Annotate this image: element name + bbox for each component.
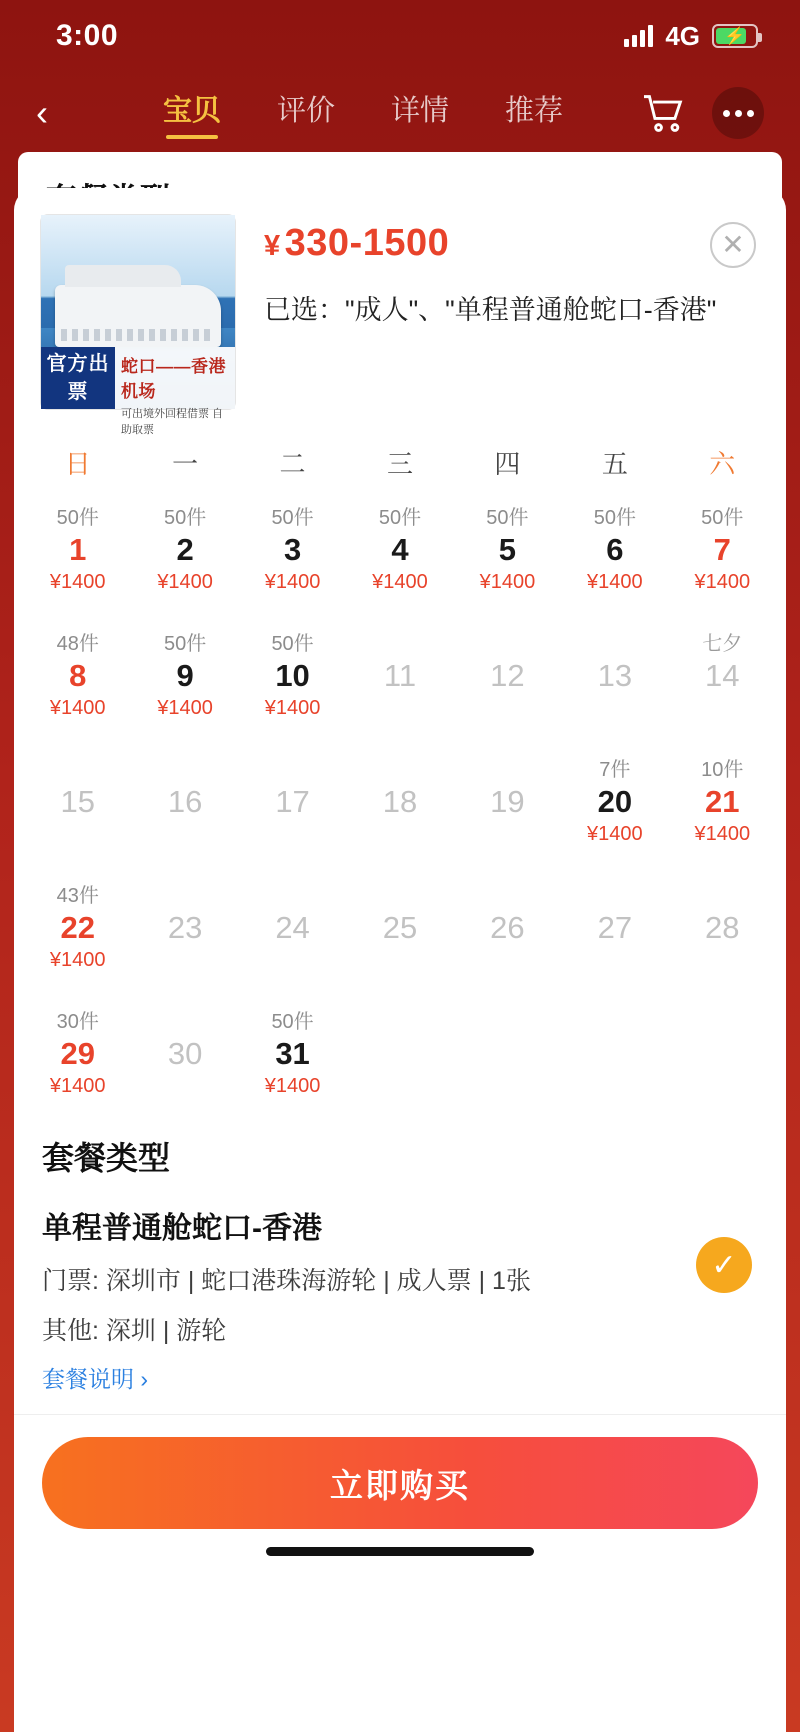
calendar-day-22[interactable]	[24, 865, 131, 991]
tab-pingjia[interactable]: 评价	[276, 94, 335, 127]
calendar-day-number: 7	[713, 532, 731, 567]
calendar-day-number: 25	[382, 910, 418, 945]
selected-options-label: 已选："成人"、"单程普通舱蛇口-香港"	[264, 295, 717, 325]
calendar-day-price: ¥1400	[372, 571, 428, 593]
calendar-day-number: 27	[597, 910, 633, 945]
calendar-day-number: 5	[498, 532, 517, 567]
calendar-day-10[interactable]	[239, 613, 346, 739]
calendar-day-number: 9	[176, 658, 194, 693]
calendar-week-row	[24, 739, 776, 865]
sku-header	[14, 188, 786, 436]
calendar-weekday-5: 五	[601, 449, 628, 479]
calendar-day-top-label: 10件	[701, 759, 744, 781]
close-circle-icon[interactable]: ✕	[710, 222, 756, 268]
tab-xiangqing[interactable]: 详情	[391, 94, 450, 127]
tab-baobei[interactable]: 宝贝	[163, 88, 221, 139]
battery-charging-icon: ⚡	[712, 24, 758, 48]
route-badge	[115, 347, 235, 436]
calendar-day-top-label: 50件	[486, 507, 529, 529]
calendar-day-number: 1	[69, 532, 87, 567]
package-detail-line-1: 门票: 深圳市 | 蛇口港珠海游轮 | 成人票 | 1张	[42, 1267, 531, 1295]
calendar-day-21[interactable]	[669, 739, 776, 865]
package-section-title: 套餐类型	[42, 1140, 171, 1176]
official-ticket-badge: 官方出票	[41, 347, 115, 409]
calendar-day-number: 29	[60, 1036, 95, 1071]
calendar-day-top-label: 50件	[164, 507, 207, 529]
nav-tabs	[84, 88, 642, 139]
route-badge-sub: 可出境外回程借票 自助取票	[121, 408, 224, 436]
calendar-day-top-label: 七夕	[702, 633, 743, 655]
calendar-day-number: 26	[490, 910, 525, 945]
calendar-day-price: ¥1400	[49, 949, 106, 971]
calendar-week-row	[24, 613, 776, 739]
calendar-day-price: ¥1400	[264, 1075, 321, 1097]
calendar-day-number: 15	[60, 784, 95, 819]
calendar-day-16	[131, 739, 238, 865]
signal-bars-icon	[624, 25, 653, 47]
calendar-day-3[interactable]	[239, 487, 346, 613]
calendar-day-top-label: 7件	[599, 759, 631, 781]
sku-bottom-sheet	[14, 188, 786, 1732]
calendar-day-top-label: 50件	[164, 633, 207, 655]
calendar-grid	[24, 487, 776, 1117]
calendar-day-15	[24, 739, 131, 865]
calendar-day-number: 13	[597, 658, 633, 693]
route-badge-title: 蛇口——香港机场	[121, 357, 226, 401]
calendar-day-1[interactable]	[24, 487, 131, 613]
calendar-week-row	[24, 991, 776, 1117]
calendar-day-number: 30	[167, 1036, 203, 1071]
calendar-day-19	[454, 739, 561, 865]
calendar-day-price: ¥1400	[49, 1075, 106, 1097]
calendar-day-top-label: 50件	[271, 1011, 314, 1033]
currency-symbol: ¥	[264, 230, 281, 262]
calendar-day-31[interactable]	[239, 991, 346, 1117]
status-indicators	[624, 21, 758, 52]
calendar-day-26	[454, 865, 561, 991]
calendar-day-number: 4	[391, 532, 409, 567]
calendar-day-7[interactable]	[669, 487, 776, 613]
calendar-day-number: 11	[383, 658, 417, 693]
calendar-day-11	[346, 613, 453, 739]
calendar-day-8[interactable]	[24, 613, 131, 739]
calendar-day-number: 16	[167, 784, 203, 819]
calendar-day-price: ¥1400	[264, 571, 321, 593]
calendar-weekday-2: 二	[279, 449, 306, 479]
calendar-day-number: 2	[176, 532, 194, 567]
check-circle-icon[interactable]: ✓	[696, 1237, 752, 1293]
sku-info	[236, 214, 760, 410]
package-name[interactable]: 单程普通舱蛇口-香港	[42, 1212, 322, 1245]
calendar-day-25	[346, 865, 453, 991]
calendar-day-price: ¥1400	[587, 823, 643, 845]
calendar-day-20[interactable]	[561, 739, 668, 865]
calendar-day-5[interactable]	[454, 487, 561, 613]
calendar-day-top-label: 43件	[56, 885, 99, 907]
status-bar	[0, 0, 800, 72]
calendar-day-number: 18	[382, 784, 418, 819]
calendar-day-6[interactable]	[561, 487, 668, 613]
calendar-day-27	[561, 865, 668, 991]
calendar-day-top-label: 50件	[593, 507, 636, 529]
calendar-day-23	[131, 865, 238, 991]
calendar-day-top-label: 48件	[56, 633, 99, 655]
calendar-day-28	[669, 865, 776, 991]
calendar-day-number: 12	[490, 658, 525, 693]
calendar-day-29[interactable]	[24, 991, 131, 1117]
calendar-day-top-label: 50件	[271, 507, 314, 529]
calendar-day-price: ¥1400	[694, 823, 751, 845]
calendar-day-price: ¥1400	[264, 697, 321, 719]
calendar-day-price: ¥1400	[49, 571, 106, 593]
calendar-weekday-3: 三	[386, 449, 413, 479]
calendar-day-14	[669, 613, 776, 739]
calendar-day-number: 24	[275, 910, 310, 945]
calendar-day-price: ¥1400	[479, 571, 536, 593]
calendar-weekday-6: 六	[709, 449, 736, 479]
calendar-day-top-label: 50件	[56, 507, 99, 529]
calendar-day-number: 22	[60, 910, 95, 945]
calendar-day-top-label: 50件	[378, 507, 422, 529]
package-detail-line-2: 其他: 深圳 | 游轮	[42, 1317, 227, 1345]
calendar-day-price: ¥1400	[157, 697, 213, 719]
calendar-week-row	[24, 487, 776, 613]
network-type-label: 4G	[665, 20, 700, 51]
calendar-day-number: 10	[275, 658, 310, 693]
calendar-day-number: 17	[275, 784, 310, 819]
calendar-day-price: ¥1400	[49, 697, 106, 719]
buy-now-button[interactable]: 立即购买	[42, 1437, 758, 1529]
package-description-link[interactable]: 套餐说明 ›	[42, 1366, 149, 1392]
calendar-day-30	[131, 991, 238, 1117]
calendar-day-number: 19	[490, 784, 525, 819]
price-value: 330-1500	[284, 222, 450, 264]
calendar-day-price: ¥1400	[157, 571, 213, 593]
chevron-left-icon[interactable]: ‹	[36, 92, 48, 133]
calendar-weekdays	[24, 444, 776, 487]
product-thumbnail[interactable]	[40, 214, 236, 436]
calendar-day-number: 14	[705, 658, 740, 693]
package-section	[14, 1117, 786, 1394]
nav-bar	[0, 72, 800, 154]
calendar-weekday-0: 日	[64, 449, 91, 479]
calendar-day-9[interactable]	[131, 613, 238, 739]
calendar-day-number: 6	[606, 532, 624, 567]
calendar-weekday-4: 四	[494, 449, 521, 479]
nav-actions	[642, 87, 764, 139]
home-indicator	[266, 1547, 534, 1556]
calendar-day-top-label: 50件	[701, 507, 744, 529]
calendar-day-number: 31	[275, 1036, 310, 1071]
buy-bar	[14, 1415, 786, 1580]
calendar-day-12	[454, 613, 561, 739]
calendar-day-2[interactable]	[131, 487, 238, 613]
status-time: 3:00	[56, 19, 119, 52]
calendar-day-number: 28	[705, 910, 740, 945]
shopping-cart-icon[interactable]	[642, 93, 686, 133]
calendar-day-number: 20	[597, 784, 633, 819]
calendar-day-price: ¥1400	[694, 571, 751, 593]
calendar-day-17	[239, 739, 346, 865]
more-dots-icon[interactable]	[712, 87, 764, 139]
calendar-day-13	[561, 613, 668, 739]
calendar-week-row	[24, 865, 776, 991]
calendar-day-4[interactable]	[346, 487, 453, 613]
calendar-day-number: 3	[283, 532, 302, 567]
calendar-weekday-1: 一	[172, 449, 199, 479]
calendar-day-number: 21	[705, 784, 740, 819]
calendar-day-number: 23	[167, 910, 203, 945]
calendar-day-number: 8	[69, 658, 87, 693]
calendar-day-price: ¥1400	[587, 571, 643, 593]
calendar-day-18	[346, 739, 453, 865]
calendar-day-top-label: 30件	[56, 1011, 99, 1033]
date-calendar	[14, 426, 786, 1117]
price-display	[264, 222, 760, 265]
calendar-day-top-label: 50件	[271, 633, 314, 655]
tab-tuijian[interactable]: 推荐	[505, 94, 564, 127]
calendar-day-24	[239, 865, 346, 991]
